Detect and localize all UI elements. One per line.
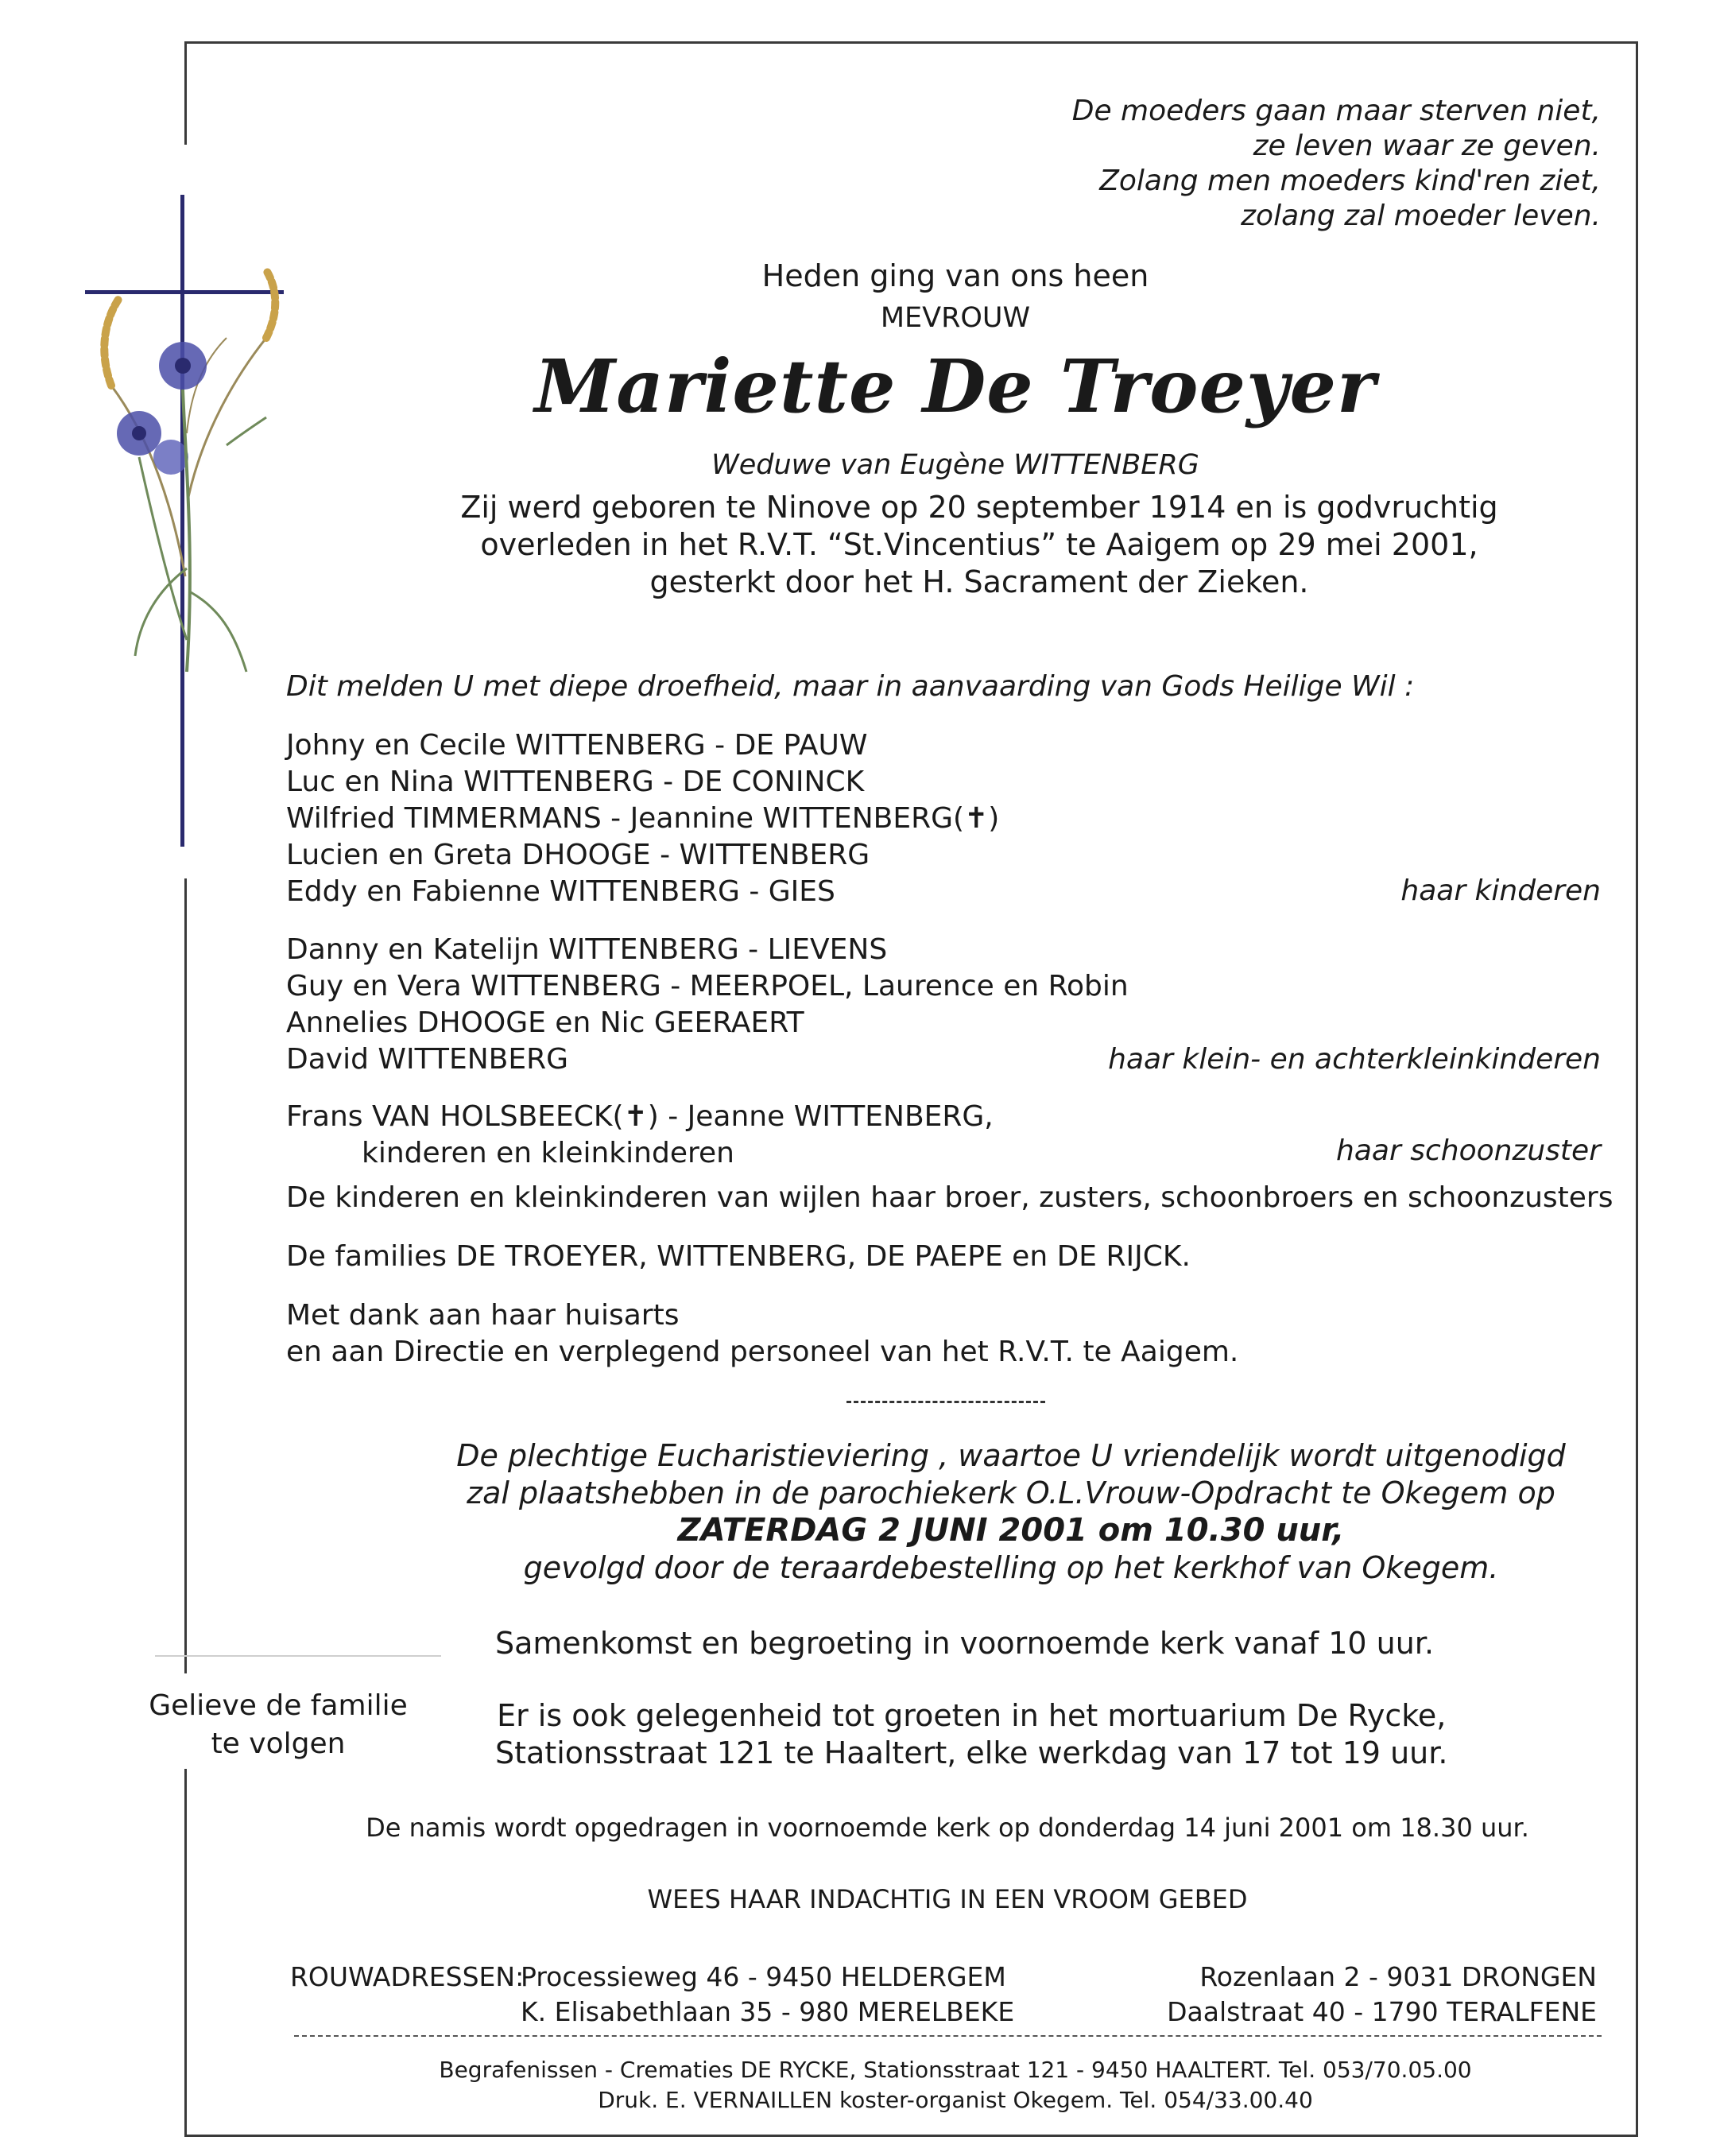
poem [1072, 94, 1601, 234]
addresses-left [521, 1960, 1014, 2030]
poem-line: De moeders gaan maar sterven niet, [1071, 95, 1601, 127]
follow-family-note [147, 1687, 409, 1763]
service-block [151, 1437, 1720, 1587]
divider [155, 1655, 441, 1657]
children-relation: haar kinderen [1400, 874, 1601, 907]
list-item: Danny en Katelijn WITTENBERG - LIEVENS [286, 933, 888, 966]
list-item: kinderen en kleinkinderen [362, 1137, 734, 1169]
thanks-block [286, 1297, 1238, 1371]
address-line: Rozenlaan 2 - 9031 DRONGEN [1199, 1961, 1597, 1992]
follow-line: te volgen [211, 1728, 346, 1760]
address-line: Daalstraat 40 - 1790 TERALFENE [1167, 1996, 1597, 2027]
announcement: Dit melden U met diepe droefheid, maar in aanvaarding van Gods Heilige Wil : [286, 670, 1415, 703]
gathering-line: Samenkomst en begroeting in voornoemde kerk vanaf 10 uur. [495, 1626, 1435, 1661]
birth-death-line: overleden in het R.V.T. “St.Vincentius” te Aaigem op 29 mei 2001, [480, 527, 1478, 562]
poem-line: ze leven waar ze geven. [1253, 130, 1601, 162]
sister-in-law-block [286, 1099, 994, 1172]
footer [95, 2055, 1720, 2115]
widow-of: Weduwe van Eugène WITTENBERG [711, 449, 1199, 481]
footer-divider [294, 2035, 1602, 2037]
footer-line: Begrafenissen - Crematies DE RYCKE, Stationsstraat 121 - 9450 HAALTERT. Tel. 053/70.05.00 [439, 2057, 1472, 2083]
mortuary-line: Stationsstraat 121 te Haaltert, elke werkdag van 17 tot 19 uur. [495, 1735, 1448, 1770]
families-line: De families DE TROEYER, WITTENBERG, DE PAEPE en DE RIJCK. [286, 1240, 1191, 1273]
service-line: De plechtige Eucharistieviering , waartoe U vriendelijk wordt uitgenodigd [456, 1438, 1566, 1473]
intro-text: Heden ging van ons heen [761, 258, 1149, 293]
thanks-line: Met dank aan haar huisarts [286, 1299, 680, 1332]
address-line: K. Elisabethlaan 35 - 980 MERELBEKE [521, 1996, 1015, 2027]
sister-in-law-relation: haar schoonzuster [1336, 1134, 1601, 1167]
service-date: ZATERDAG 2 JUNI 2001 om 10.30 uur, [677, 1512, 1345, 1549]
list-item: Wilfried TIMMERMANS - Jeannine WITTENBERG(✝) [286, 802, 1000, 835]
title-prefix: MEVROUW [880, 302, 1031, 334]
list-item: Eddy en Fabienne WITTENBERG - GIES [286, 875, 835, 908]
list-item: Frans VAN HOLSBEECK(✝) - Jeanne WITTENBERG, [286, 1100, 994, 1133]
mortuary-line: Er is ook gelegenheid tot groeten in het mortuarium De Rycke, [497, 1698, 1447, 1733]
card-left-edge [184, 41, 187, 145]
children-list [286, 727, 999, 910]
list-item: David WITTENBERG [286, 1043, 568, 1076]
burial-line: gevolgd door de teraardebestelling op het kerkhof van Okegem. [523, 1550, 1499, 1585]
birth-death-block [119, 489, 1720, 601]
addresses-right [1167, 1960, 1597, 2030]
mass-line: De namis wordt opgedragen in voornoemde kerk op donderdag 14 juni 2001 om 18.30 uur. [366, 1813, 1529, 1843]
birth-death-line: gesterkt door het H. Sacrament der Zieken. [649, 564, 1309, 599]
list-item: Annelies DHOOGE en Nic GEERAERT [286, 1006, 804, 1039]
birth-death-line: Zij werd geboren te Ninove op 20 september 1914 en is godvruchtig [460, 490, 1498, 525]
list-item: Johny en Cecile WITTENBERG - DE PAUW [286, 729, 868, 762]
grandchildren-list [286, 932, 1129, 1078]
thanks-line: en aan Directie en verplegend personeel van het R.V.T. te Aaigem. [286, 1336, 1239, 1368]
address-line: Processieweg 46 - 9450 HELDERGEM [521, 1961, 1006, 1992]
deceased-name: Mariette De Troeyer [534, 343, 1377, 429]
addresses-label: ROUWADRESSEN: [290, 1961, 525, 1992]
poem-line: Zolang men moeders kind'ren ziet, [1099, 165, 1601, 197]
footer-line: Druk. E. VERNAILLEN koster-organist Okegem. Tel. 054/33.00.40 [598, 2087, 1313, 2113]
nephews-line: De kinderen en kleinkinderen van wijlen haar broer, zusters, schoonbroers en schoonzusters [286, 1181, 1613, 1214]
mortuary-block [495, 1697, 1447, 1772]
list-item: Guy en Vera WITTENBERG - MEERPOEL, Laurence en Robin [286, 970, 1129, 1002]
poem-line: zolang zal moeder leven. [1241, 200, 1601, 232]
list-item: Lucien en Greta DHOOGE - WITTENBERG [286, 839, 870, 871]
list-item: Luc en Nina WITTENBERG - DE CONINCK [286, 766, 865, 798]
separator [846, 1401, 1045, 1403]
follow-line: Gelieve de familie [149, 1689, 408, 1722]
grandchildren-relation: haar klein- en achterkleinkinderen [1108, 1043, 1601, 1076]
service-line: zal plaatshebben in de parochiekerk O.L.Vrouw-Opdracht te Okegem op [467, 1475, 1555, 1510]
remember-line: WEES HAAR INDACHTIG IN EEN VROOM GEBED [647, 1884, 1248, 1914]
